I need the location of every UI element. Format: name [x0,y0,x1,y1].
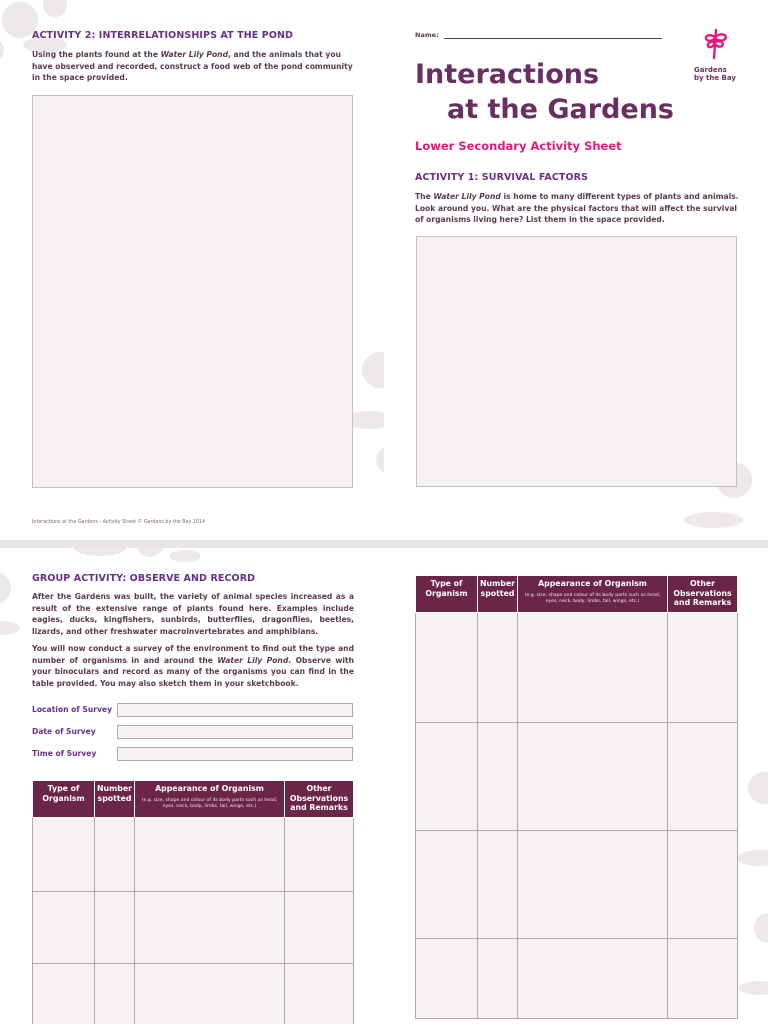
table-cell[interactable] [285,818,354,892]
column-header-remarks: Other Observations and Remarks [285,781,354,818]
table-cell[interactable] [478,723,518,831]
survey-table-continued [415,575,738,1019]
activity-2-instructions: Using the plants found at the Water Lily Pond, and the animals that you have observed and recorded, construct a food web of the pond community in the space provided. [32,50,353,83]
table-cell[interactable] [33,818,95,892]
table-cell[interactable] [518,723,668,831]
column-header-type: Type of Organism [33,781,95,818]
table-cell[interactable] [95,964,135,1024]
page-subtitle: Lower Secondary Activity Sheet [415,139,622,153]
activity-1-instructions: The Water Lily Pond is home to many different types of plants and animals. Look around you. What are the physical factors that will affect the survival of organisms living here? List them in the space provided. [415,192,739,225]
group-activity-intro: After the Gardens was built, the variety of animal species increased as a result of the extensive range of plants found here. Examples include eagles, ducks, kingfishers, sunbirds, butterflies, dragonflies, beetles, lizards, and other freshwater macroinvertebrates and amphibians. [32,592,354,636]
table-header-row [33,781,354,818]
column-header-type: Type of Organism [416,576,478,613]
page-footer: Interactions at the Gardens - Activity Sheet © Gardens by the Bay 2014 [32,520,206,525]
date-input[interactable] [117,725,353,739]
table-row [416,831,738,939]
table-cell[interactable] [416,613,478,723]
group-activity-heading: GROUP ACTIVITY: OBSERVE AND RECORD [32,573,256,584]
column-header-remarks: Other Observations and Remarks [668,576,738,613]
table-row [33,892,354,964]
survival-factors-answer-box[interactable] [416,236,737,487]
table-cell[interactable] [478,939,518,1019]
location-input[interactable] [117,703,353,717]
table-cell[interactable] [135,818,285,892]
page-title-line-1: Interactions [415,59,600,90]
sheet-activity-2 [0,0,384,540]
sheet-group-activity [0,548,384,1024]
group-activity-instructions: You will now conduct a survey of the environment to find out the type and number of organisms in and around the Water Lily Pond. Observe with your binoculars and record as many of the organisms you can find in the table provided. You may also sketch them in your sketchbook. [32,644,355,688]
food-web-answer-box[interactable] [32,95,353,488]
name-input-line[interactable] [444,38,662,39]
table-cell[interactable] [668,613,738,723]
logo-text: Gardens by the Bay [694,66,736,82]
table-row [33,964,354,1024]
table-cell[interactable] [95,892,135,964]
table-cell[interactable] [416,723,478,831]
page-title-line-2: at the Gardens [447,94,674,125]
activity-2-heading: ACTIVITY 2: INTERRELATIONSHIPS AT THE POND [32,30,294,41]
table-cell[interactable] [518,613,668,723]
dragonfly-logo-icon [702,28,730,60]
column-header-number: Number spotted [478,576,518,613]
table-cell[interactable] [668,939,738,1019]
table-cell[interactable] [416,831,478,939]
table-row [416,723,738,831]
table-cell[interactable] [135,892,285,964]
table-cell[interactable] [478,831,518,939]
table-cell[interactable] [33,892,95,964]
table-row [416,939,738,1019]
time-label: Time of Survey [32,749,97,758]
sheet-cover [384,0,768,540]
table-row [33,818,354,892]
sheet-survey-table-continued [384,548,768,1024]
table-cell[interactable] [668,723,738,831]
column-header-appearance: Appearance of Organism (e.g. size, shape and colour of its body parts such as head, eyes, neck, body, limbs, tail, wings, etc.) [518,576,668,613]
table-cell[interactable] [518,939,668,1019]
table-cell[interactable] [668,831,738,939]
table-header-row [416,576,738,613]
table-cell[interactable] [416,939,478,1019]
table-cell[interactable] [518,831,668,939]
table-cell[interactable] [33,964,95,1024]
table-cell[interactable] [478,613,518,723]
survey-table [32,780,354,1024]
table-cell[interactable] [135,964,285,1024]
name-label: Name: [415,31,439,39]
table-cell[interactable] [95,818,135,892]
location-label: Location of Survey [32,705,113,714]
date-label: Date of Survey [32,727,96,736]
column-header-appearance: Appearance of Organism (e.g. size, shape and colour of its body parts such as head, eyes, neck, body, limbs, tail, wings, etc.) [135,781,285,818]
table-row [416,613,738,723]
column-header-number: Number spotted [95,781,135,818]
time-input[interactable] [117,747,353,761]
activity-1-heading: ACTIVITY 1: SURVIVAL FACTORS [415,172,589,183]
table-cell[interactable] [285,892,354,964]
table-cell[interactable] [285,964,354,1024]
